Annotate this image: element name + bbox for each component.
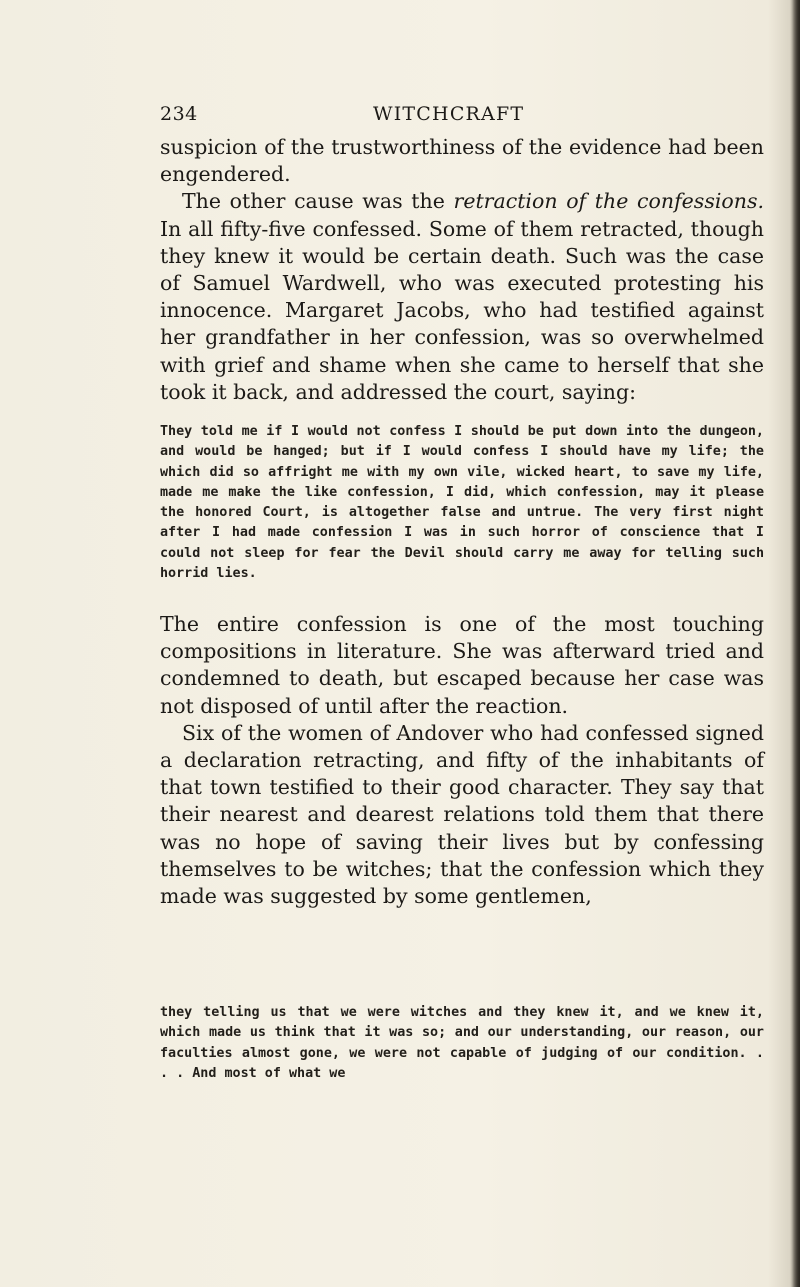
paragraph-1: suspicion of the trustworthiness of the evidence had been engendered. <box>160 135 764 187</box>
running-head: WITCHCRAFT <box>373 103 525 125</box>
page-header <box>160 103 760 133</box>
page-edge-shadow <box>790 0 800 1287</box>
paragraph-2-italic: retraction of the confessions. <box>453 189 764 214</box>
paragraph-4: Six of the women of Andover who had confessed signed a declaration retracting, and fifty of the inhabitants of that town testified to their good character. They say that their nearest and dearest relations told them that there was no hope of saving their lives but by confessing themselves to be witches; that the confession which they made was suggested by some gentlemen, <box>160 720 764 909</box>
block-quote-1: They told me if I would not confess I should be put down into the dungeon, and would be hanged; but if I would confess I should have my life; the which did so affright me with my own vile, wicked heart, to save my life, made me make the like confession, I did, which confession, may it please the honored Court, is altogether false and untrue. The very first night after I had made confession I was in such horror of conscience that I could not sleep for fear the Devil should carry me away for telling such horrid lies. <box>160 424 764 582</box>
block-quote-2: they telling us that we were witches and they knew it, and we knew it, which made us think that it was so; and our understanding, our reason, our faculties almost gone, we were not capable of judging of our condition. . . . And most of what we <box>160 1005 764 1081</box>
paragraph-3: The entire confession is one of the most touching compositions in literature. She was afterward tried and condemned to death, but escaped because her case was not disposed of until after the reaction. <box>160 612 764 718</box>
paragraph-2-start: The other cause was the <box>182 189 454 214</box>
page-number: 234 <box>160 103 198 125</box>
paragraph-2 <box>160 188 764 406</box>
body-text <box>160 134 764 406</box>
paragraph-2-rest: In all fifty-five confessed. Some of them retracted, though they knew it would be certain death. Such was the case of Samuel Wardwell, who was executed protesting his innocence. Margaret Jacobs, who had testified against her grandfather in her confession, was so overwhelmed with grief and shame when she came to herself that she took it back, and addressed the court, saying: <box>160 216 764 404</box>
block-quote-2-container <box>160 1003 764 1084</box>
block-quote-1-container <box>160 422 764 584</box>
body-text-2 <box>160 611 764 910</box>
